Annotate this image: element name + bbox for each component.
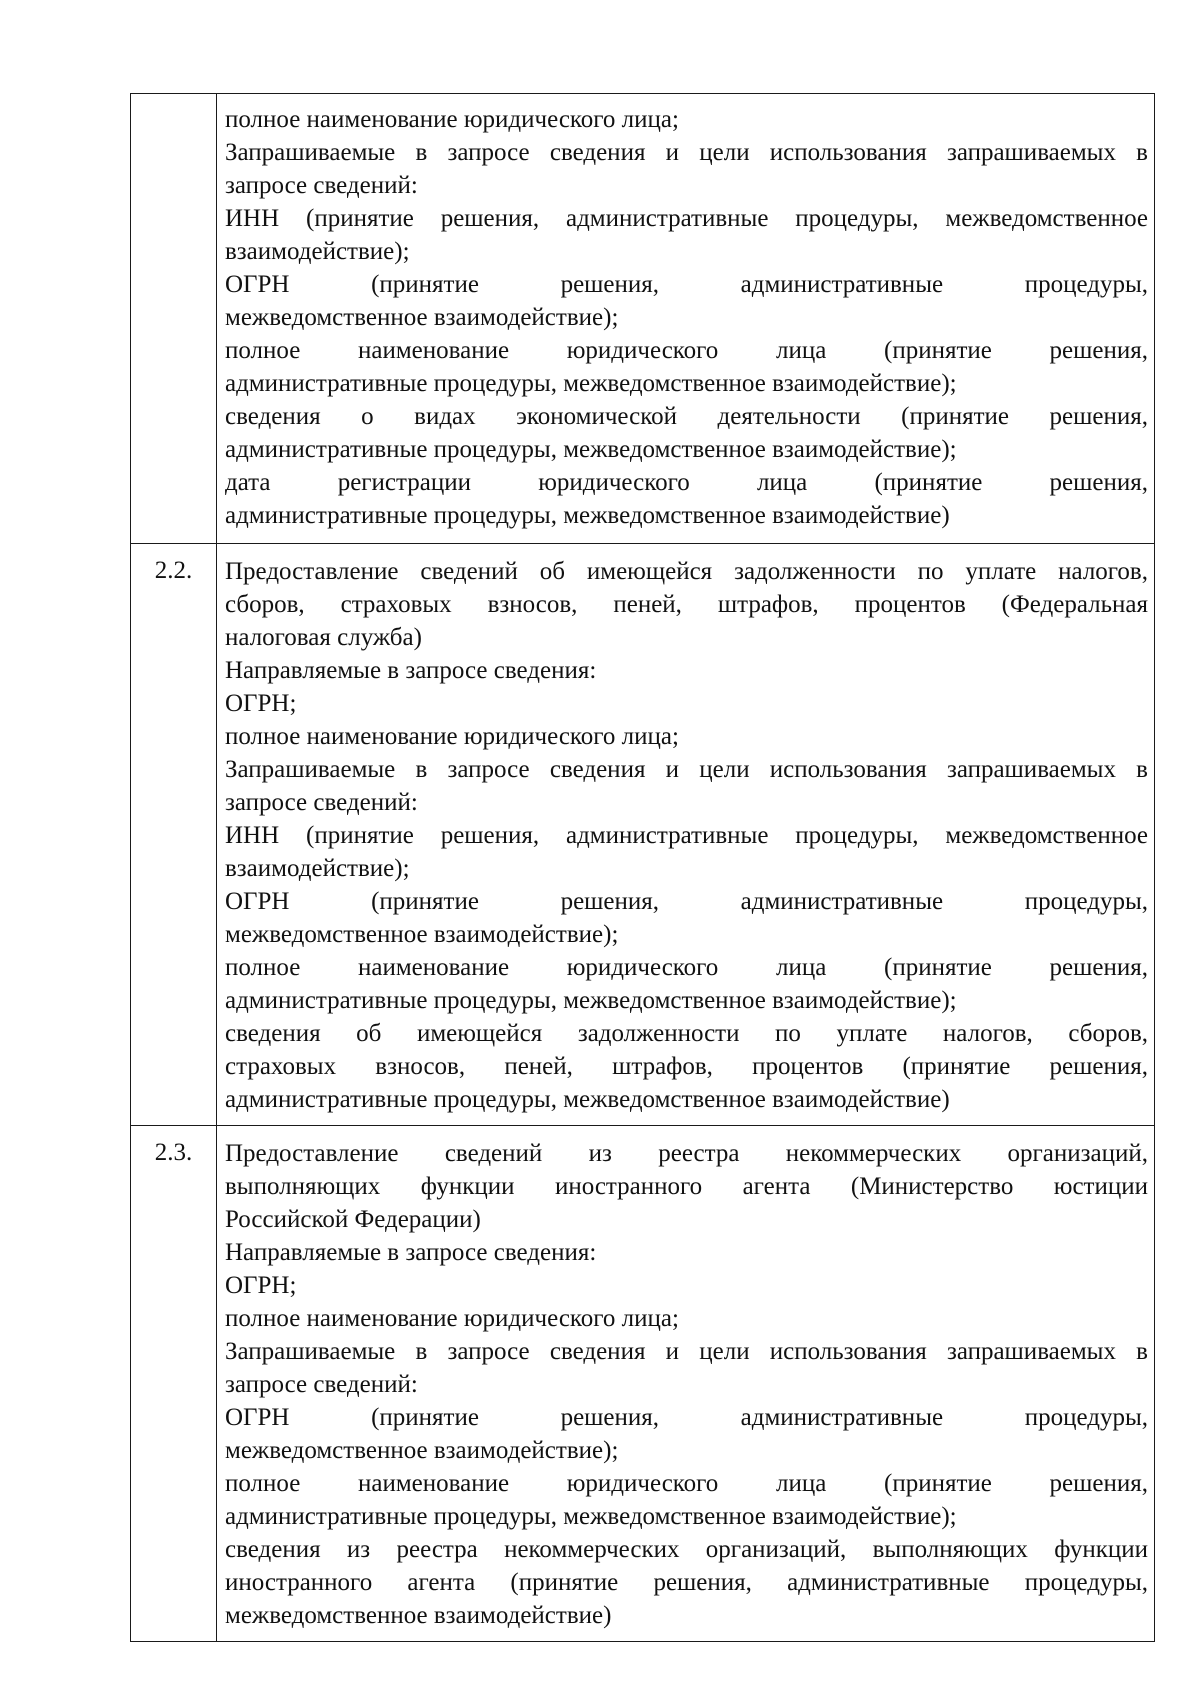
text-line: Запрашиваемые в запросе сведения и цели использования запрашиваемых в [225, 756, 1148, 783]
row-number [131, 94, 217, 544]
text-line: административные процедуры, межведомственное взаимодействие); [225, 436, 957, 463]
text-line: сведения из реестра некоммерческих организаций, выполняющих функции [225, 1536, 1148, 1563]
text-line: полное наименование юридического лица (принятие решения, [225, 337, 1148, 364]
text-line: административные процедуры, межведомственное взаимодействие); [225, 987, 957, 1014]
text-line: межведомственное взаимодействие); [225, 921, 619, 948]
text-line: полное наименование юридического лица (принятие решения, [225, 1470, 1148, 1497]
text-line: иностранного агента (принятие решения, административные процедуры, [225, 1569, 1148, 1596]
text-line: полное наименование юридического лица; [225, 1305, 679, 1332]
text-line: сведения об имеющейся задолженности по уплате налогов, сборов, [225, 1020, 1148, 1047]
text-line: административные процедуры, межведомственное взаимодействие); [225, 1503, 957, 1530]
text-line: полное наименование юридического лица; [225, 106, 679, 133]
row-text [217, 94, 1155, 544]
text-line: запросе сведений: [225, 172, 418, 199]
text-line: ОГРН; [225, 1272, 297, 1299]
text-line: административные процедуры, межведомственное взаимодействие); [225, 370, 957, 397]
text-line: межведомственное взаимодействие) [225, 1602, 612, 1629]
text-line: ОГРН (принятие решения, административные процедуры, [225, 888, 1148, 915]
text-line: налоговая служба) [225, 624, 422, 651]
text-line: ОГРН; [225, 690, 297, 717]
text-line: Российской Федерации) [225, 1206, 481, 1233]
table-row [131, 544, 1155, 1126]
row-text [217, 1126, 1155, 1642]
text-line: Предоставление сведений из реестра некоммерческих организаций, [225, 1140, 1148, 1167]
text-line: взаимодействие); [225, 238, 410, 265]
text-line: взаимодействие); [225, 855, 410, 882]
text-line: ИНН (принятие решения, административные процедуры, межведомственное [225, 205, 1148, 232]
text-line: полное наименование юридического лица (принятие решения, [225, 954, 1148, 981]
text-line: страховых взносов, пеней, штрафов, процентов (принятие решения, [225, 1053, 1148, 1080]
text-line: сборов, страховых взносов, пеней, штрафов, процентов (Федеральная [225, 591, 1148, 618]
text-line: Запрашиваемые в запросе сведения и цели использования запрашиваемых в [225, 1338, 1148, 1365]
text-line: Направляемые в запросе сведения: [225, 657, 597, 684]
text-line: выполняющих функции иностранного агента (Министерство юстиции [225, 1173, 1148, 1200]
text-line: административные процедуры, межведомственное взаимодействие) [225, 1086, 950, 1113]
text-line: ОГРН (принятие решения, административные процедуры, [225, 1404, 1148, 1431]
row-number: 2.3. [131, 1126, 217, 1642]
text-line: запросе сведений: [225, 1371, 418, 1398]
text-line: сведения о видах экономической деятельности (принятие решения, [225, 403, 1148, 430]
text-line: административные процедуры, межведомственное взаимодействие) [225, 502, 950, 529]
text-line: полное наименование юридического лица; [225, 723, 679, 750]
text-line: дата регистрации юридического лица (принятие решения, [225, 469, 1148, 496]
text-line: ИНН (принятие решения, административные процедуры, межведомственное [225, 822, 1148, 849]
text-line: межведомственное взаимодействие); [225, 304, 619, 331]
table-row [131, 1126, 1155, 1642]
text-line: Предоставление сведений об имеющейся задолженности по уплате налогов, [225, 558, 1148, 585]
services-table [130, 93, 1155, 1642]
text-line: Запрашиваемые в запросе сведения и цели использования запрашиваемых в [225, 139, 1148, 166]
row-text [217, 544, 1155, 1126]
text-line: Направляемые в запросе сведения: [225, 1239, 597, 1266]
text-line: межведомственное взаимодействие); [225, 1437, 619, 1464]
text-line: запросе сведений: [225, 789, 418, 816]
table-row [131, 94, 1155, 544]
text-line: ОГРН (принятие решения, административные процедуры, [225, 271, 1148, 298]
row-number: 2.2. [131, 544, 217, 1126]
